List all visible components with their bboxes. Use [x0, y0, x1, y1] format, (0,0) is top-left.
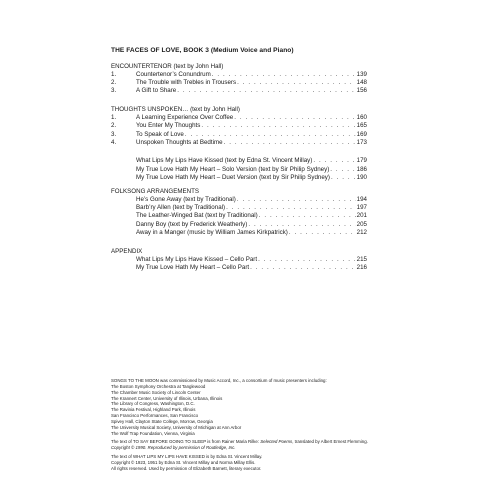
- dot-leader: [313, 157, 355, 165]
- dot-leader: [177, 87, 355, 95]
- toc-entry: [111, 139, 367, 147]
- dot-leader: [237, 79, 356, 87]
- dot-leader: [248, 221, 355, 229]
- credit-line: SONGS TO THE MOON was commissioned by Music Accord, Inc., a consortium of music presenters including:: [111, 378, 327, 383]
- toc-entry: [111, 157, 367, 165]
- entry-title: He’s Gone Away (text by Traditional): [136, 196, 236, 204]
- toc-entry: [111, 174, 367, 182]
- entry-page-number: 205: [356, 220, 367, 228]
- entry-title: What Lips My Lips Have Kissed – Cello Part: [136, 255, 258, 263]
- credit-line: The Chamber Music Society of Lincoln Center: [111, 389, 201, 395]
- toc-entry: [111, 166, 367, 174]
- credit-line: The text of WHAT LIPS MY LIPS HAVE KISSED is by Edna St. Vincent Millay.: [111, 454, 263, 460]
- entry-title: You Enter My Thoughts: [136, 122, 201, 130]
- toc-entry: [111, 264, 367, 272]
- dot-leader: [258, 256, 356, 264]
- toc-entry: [111, 204, 367, 212]
- entry-page-number: 165: [356, 122, 367, 130]
- dot-leader: [331, 174, 356, 182]
- section-heading: ENCOUNTERTENOR (text by John Hall): [111, 63, 224, 70]
- entry-number: 3.: [111, 87, 117, 95]
- entry-title: Unspoken Thoughts at Bedtime: [136, 138, 223, 146]
- entry-title: To Speak of Love: [136, 130, 184, 138]
- toc-entry: [111, 114, 367, 122]
- entry-title: Barb’ry Allen (text by Traditional): [136, 204, 226, 212]
- credit-line: Spivey Hall, Clayton State College, Morrow, Georgia: [111, 418, 213, 424]
- entry-page-number: 148: [356, 79, 367, 87]
- credit-line: The Ravinia Festival, Highland Park, Illinois: [111, 407, 196, 413]
- table-of-contents: [111, 63, 367, 282]
- toc-entry: [111, 196, 367, 204]
- entry-page-number: 139: [356, 71, 367, 78]
- entry-title: My True Love Hath My Heart – Cello Part: [136, 263, 250, 271]
- toc-entry: [111, 131, 367, 139]
- entry-title: A Gift to Share: [136, 87, 177, 95]
- credit-line: Copyright © 1923, 1951 by Edna St. Vincent Millay and Norma Millay Ellis.: [111, 459, 256, 465]
- dot-leader: [234, 114, 355, 122]
- credit-line: The University Musical Society, University of Michigan at Ann Arbor: [111, 424, 242, 430]
- credit-line: The Boston Symphony Orchestra at Tanglewood: [111, 383, 206, 389]
- toc-section: [111, 63, 367, 96]
- toc-entry: [111, 212, 367, 220]
- dot-leader: [224, 139, 356, 147]
- entry-title: The Leather-Winged Bat (text by Traditional): [136, 212, 258, 220]
- section-heading: APPENDIX: [111, 247, 143, 255]
- entry-page-number: 173: [356, 138, 367, 146]
- toc-entry: [111, 79, 367, 87]
- entry-page-number: 160: [356, 114, 367, 122]
- toc-section: [111, 157, 367, 182]
- entry-page-number: 194: [356, 196, 367, 204]
- dot-leader: [289, 229, 356, 237]
- entry-page-number: 156: [356, 87, 367, 95]
- entry-page-number: 190: [356, 173, 367, 181]
- credit-line: San Francisco Performances, San Francisco: [111, 413, 199, 419]
- dot-leader: [259, 212, 356, 220]
- toc-entry: [111, 71, 367, 79]
- entry-number: 1.: [111, 114, 117, 122]
- section-heading: FOLKSONG ARRANGEMENTS: [111, 188, 200, 196]
- entry-page-number: 179: [356, 157, 367, 165]
- toc-entry: [111, 87, 367, 95]
- credit-line: The Krannert Center, University of Illinois, Urbana, Illinois: [111, 395, 223, 401]
- toc-entry: [111, 229, 367, 237]
- entry-number: 2.: [111, 79, 117, 87]
- dot-leader: [212, 71, 356, 79]
- dot-leader: [330, 166, 355, 174]
- credits-block: [111, 378, 411, 472]
- entry-title: My True Love Hath My Heart – Solo Version (text by Sir Philip Sydney): [136, 165, 330, 173]
- entry-title: Away in a Manger (music by William James Kirkpatrick): [136, 228, 288, 236]
- toc-section: [111, 106, 367, 147]
- dot-leader: [237, 196, 356, 204]
- book-title: THE FACES OF LOVE, BOOK 3 (Medium Voice and Piano): [111, 47, 294, 54]
- entry-number: 2.: [111, 122, 117, 130]
- entry-title: Countertenor’s Conundrum: [136, 71, 211, 78]
- toc-entry: [111, 256, 367, 264]
- credit-line: The Library of Congress, Washington, D.C.: [111, 401, 195, 407]
- toc-entry: [111, 221, 367, 229]
- entry-page-number: 212: [356, 228, 367, 236]
- entry-title: What Lips My Lips Have Kissed (text by Edna St. Vincent Millay): [136, 157, 313, 165]
- entry-title: The Trouble with Trebles in Trousers: [136, 79, 237, 87]
- entry-title: My True Love Hath My Heart – Duet Version (text by Sir Philip Sydney): [136, 173, 330, 181]
- dot-leader: [201, 122, 355, 130]
- dot-leader: [250, 264, 356, 272]
- toc-entry: [111, 122, 367, 130]
- entry-page-number: 197: [356, 204, 367, 212]
- credit-text: The text of TO SAY BEFORE GOING TO SLEEP is from Rainer Maria Rilke:: [111, 439, 261, 445]
- dot-leader: [185, 131, 356, 139]
- credit-line: Copyright © 1990. Reproduced by permission of Routledge, Inc.: [111, 445, 236, 451]
- entry-page-number: 186: [356, 165, 367, 173]
- book-title-italic: Selected Poems: [260, 439, 293, 445]
- entry-page-number: 169: [356, 130, 367, 138]
- entry-page-number: 201: [356, 212, 367, 220]
- entry-number: 3.: [111, 130, 117, 138]
- entry-page-number: 215: [356, 255, 367, 263]
- entry-number: 1.: [111, 71, 117, 78]
- section-heading: THOUGHTS UNSPOKEN… (text by John Hall): [111, 106, 240, 114]
- credit-line: The Wolf Trap Foundation, Vienna, Virginia: [111, 430, 195, 436]
- toc-section: [111, 248, 367, 272]
- credit-text: , translated by Albert Ernest Flemming.: [292, 439, 368, 445]
- entry-title: A Learning Experience Over Coffee: [136, 114, 234, 122]
- toc-section: [111, 188, 367, 237]
- dot-leader: [226, 204, 356, 212]
- entry-number: 4.: [111, 138, 117, 146]
- entry-page-number: 216: [356, 263, 367, 271]
- entry-title: Danny Boy (text by Frederick Weatherly): [136, 220, 248, 228]
- credit-line: All rights reserved. Used by permission of Elizabeth Barnett, literary executor.: [111, 465, 262, 471]
